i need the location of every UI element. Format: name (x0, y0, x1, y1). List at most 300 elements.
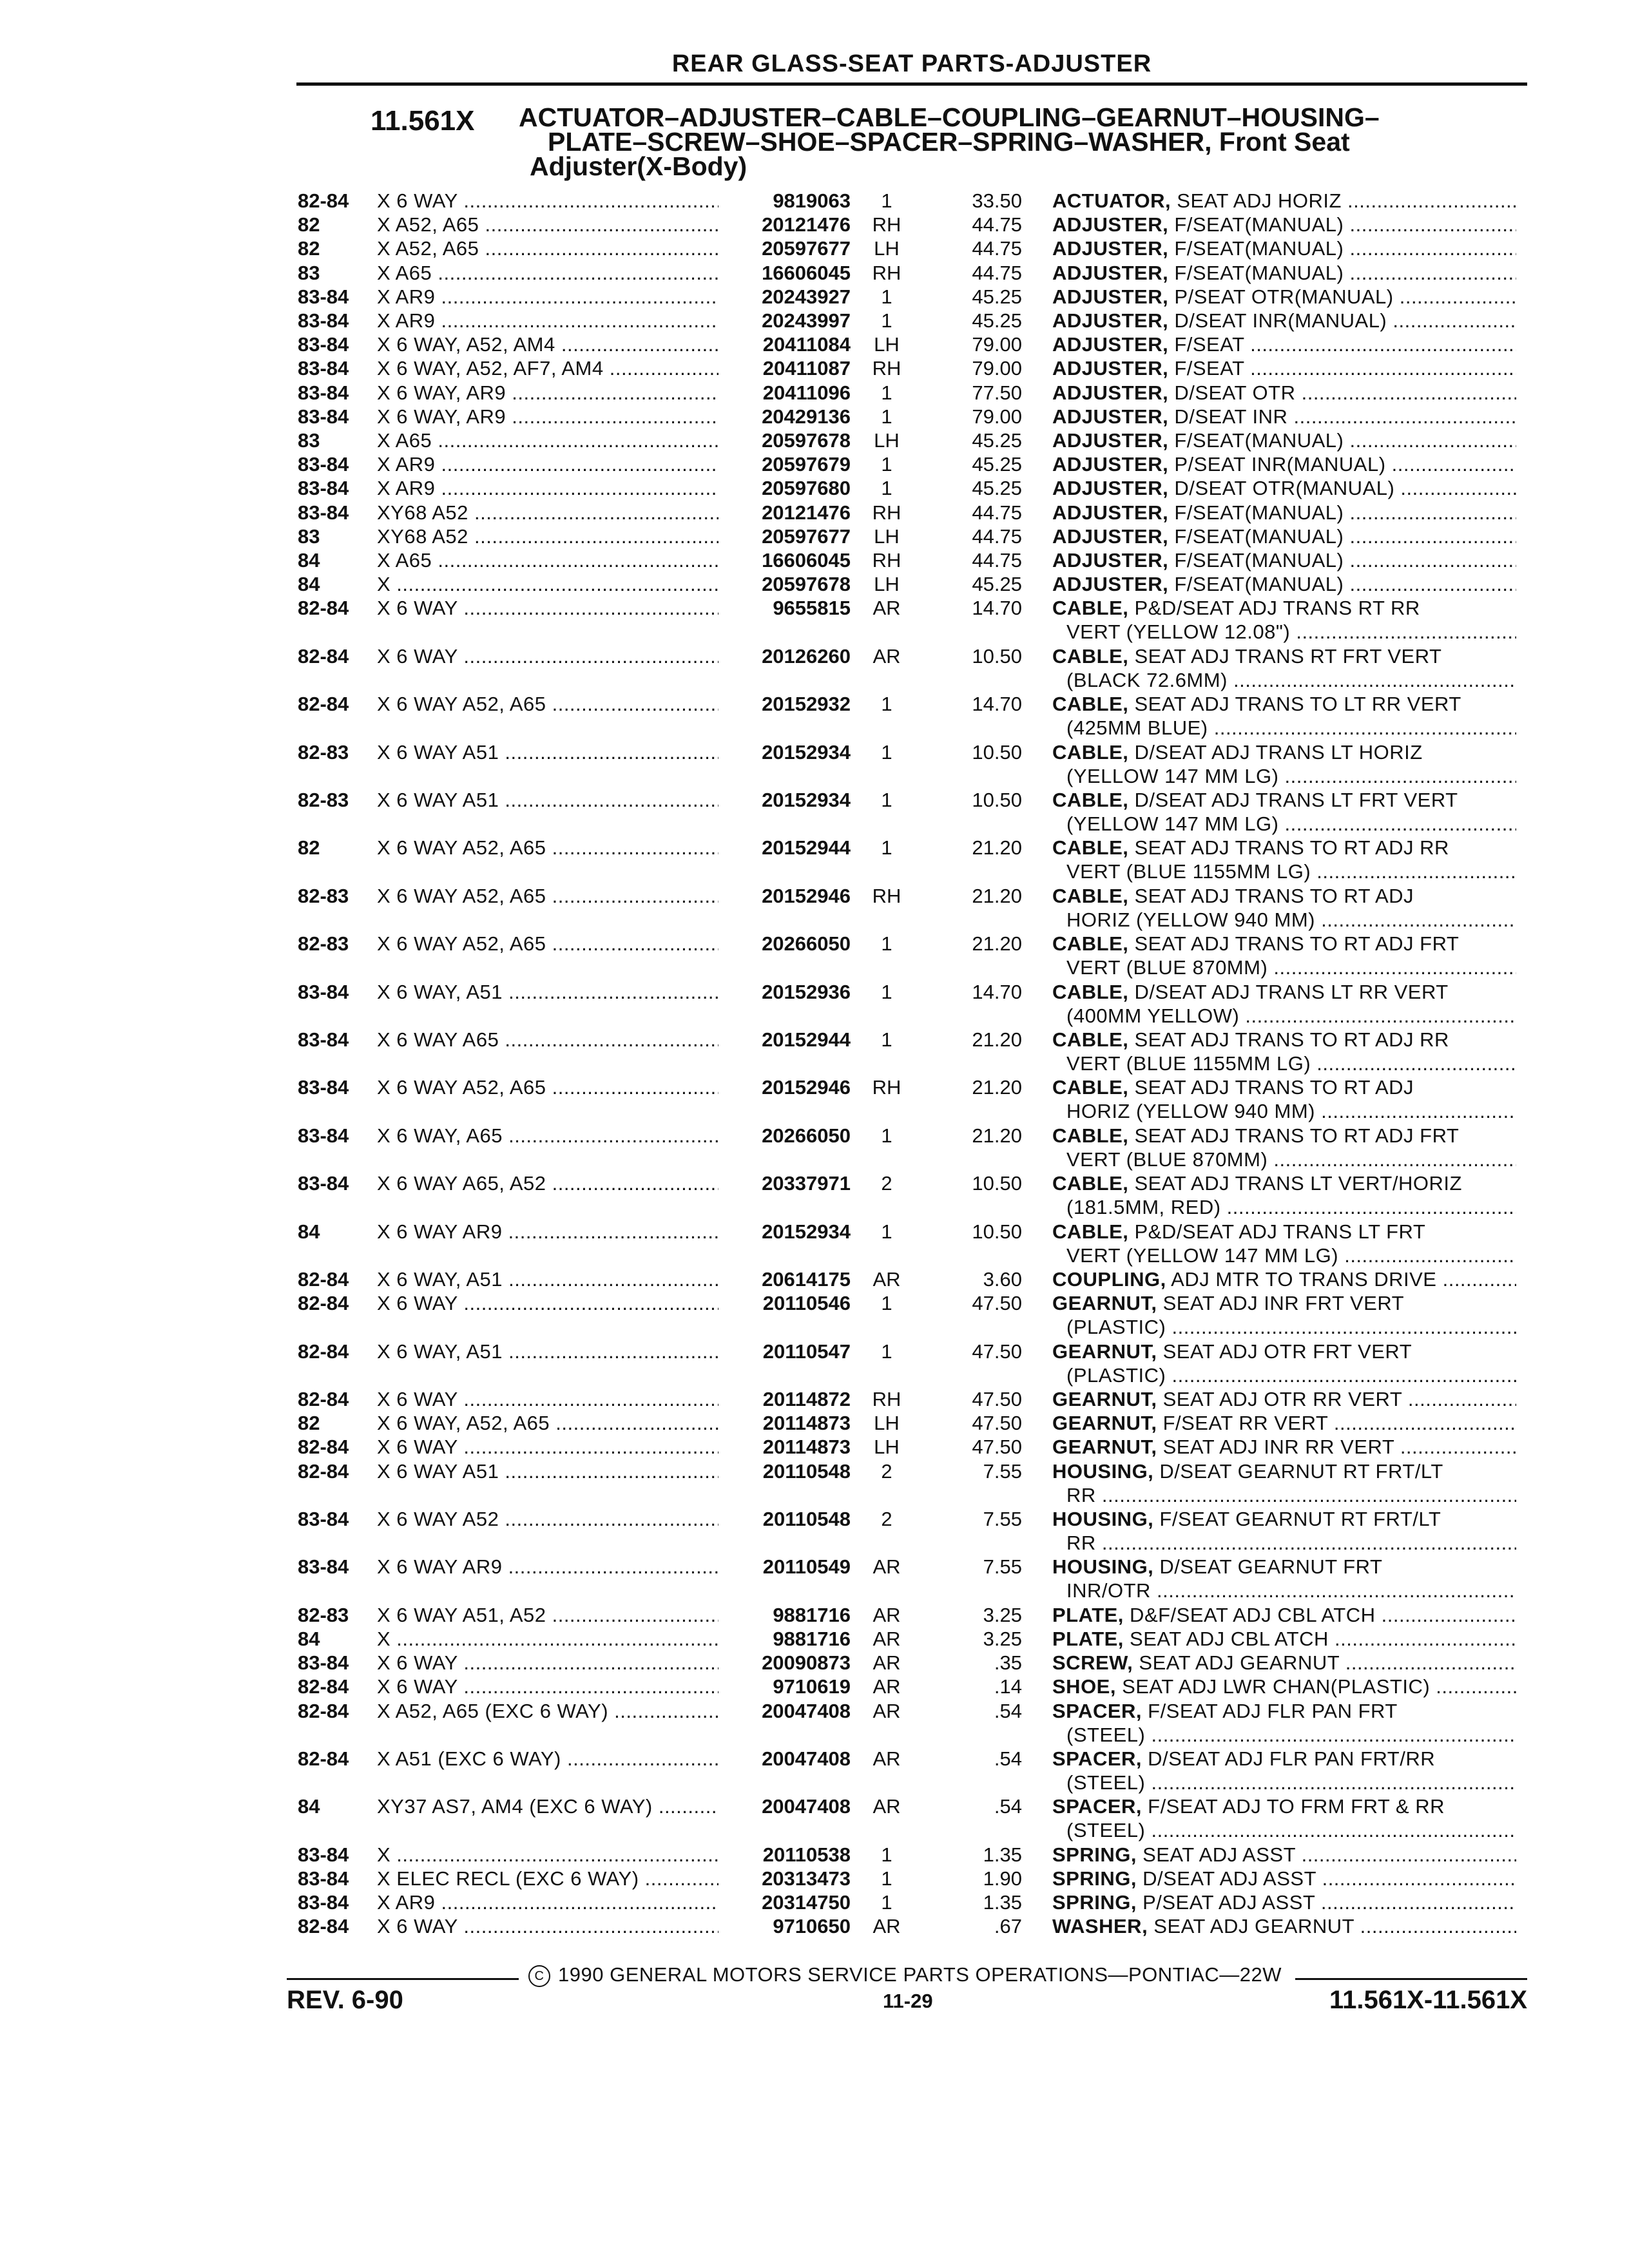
description-cell (1052, 740, 1516, 764)
year-cell: 83-84 (298, 381, 349, 404)
part-name: CABLE, (1052, 885, 1129, 907)
model-cell: X A65 ..... (377, 428, 718, 452)
year-cell: 83-84 (298, 1651, 349, 1674)
part-description: D/SEAT GEARNUT RT FRT/LT (1153, 1460, 1443, 1483)
year-cell: 83-84 (298, 1076, 349, 1099)
quantity-cell: RH (872, 549, 901, 572)
quantity-cell: AR (872, 597, 901, 619)
year-cell: 84 (298, 1628, 320, 1650)
part-name: SHOE, (1052, 1675, 1116, 1698)
part-name: ADJUSTER, (1052, 309, 1169, 332)
table-row (0, 1459, 1629, 1507)
part-description: P/SEAT ADJ ASST (1136, 1891, 1315, 1914)
table-row (0, 1555, 1629, 1602)
year-cell: 83 (298, 525, 320, 548)
part-description-continued: RR ..... (1066, 1531, 1516, 1555)
description-cell (1052, 980, 1516, 1004)
part-name: COUPLING, (1052, 1268, 1166, 1291)
part-description: F/SEAT ADJ FLR PAN FRT (1142, 1700, 1398, 1722)
part-number-cell: 9655815 (773, 597, 851, 619)
part-description-continued: HORIZ (YELLOW 940 MM) ..... (1066, 908, 1516, 932)
price-cell: 3.25 (983, 1604, 1022, 1626)
page-number: 11-29 (883, 1990, 933, 2012)
model-cell: X 6 WAY A51 ..... (377, 740, 718, 764)
part-number-cell: 20411096 (762, 381, 851, 404)
description-cell (1052, 1220, 1516, 1244)
part-description: D/SEAT ADJ TRANS LT HORIZ (1128, 741, 1423, 764)
part-number-cell: 20152944 (762, 836, 851, 859)
description-cell (1052, 1627, 1516, 1651)
part-description: F/SEAT(MANUAL) (1168, 237, 1344, 260)
quantity-cell: 1 (881, 1292, 892, 1314)
part-number-cell: 9881716 (773, 1604, 851, 1626)
price-cell: 14.70 (972, 597, 1022, 619)
year-cell: 83 (298, 262, 320, 284)
model-cell: X 6 WAY ..... (377, 1675, 718, 1698)
year-cell: 83-84 (298, 333, 349, 356)
model-cell: XY68 A52 ..... (377, 501, 718, 524)
footer-rule-left (287, 1978, 519, 1980)
price-cell: 44.75 (972, 549, 1022, 572)
table-row (0, 1699, 1629, 1747)
part-name: ACTUATOR, (1052, 189, 1171, 212)
price-cell: 21.20 (972, 885, 1022, 907)
year-cell: 82-83 (298, 741, 349, 764)
part-description: F/SEAT ADJ TO FRM FRT & RR (1142, 1795, 1445, 1818)
part-description-continued: (YELLOW 147 MM LG) ..... (1066, 812, 1516, 836)
year-cell: 83-84 (298, 357, 349, 380)
description-cell (1052, 884, 1516, 908)
description-cell (1052, 452, 1516, 476)
quantity-cell: 1 (881, 836, 892, 859)
part-description: SEAT ADJ OTR RR VERT (1157, 1388, 1402, 1410)
description-cell (1052, 332, 1516, 356)
quantity-cell: AR (872, 1268, 901, 1291)
price-cell: .54 (994, 1795, 1022, 1818)
part-number-cell: 9710619 (773, 1675, 851, 1698)
quantity-cell: 2 (881, 1460, 892, 1483)
description-cell (1052, 1507, 1516, 1531)
year-cell: 83-84 (298, 981, 349, 1003)
price-cell: 44.75 (972, 262, 1022, 284)
model-cell: X 6 WAY ..... (377, 1914, 718, 1938)
part-description-continued: (181.5MM, RED) ..... (1066, 1195, 1516, 1219)
model-cell: X 6 WAY ..... (377, 1435, 718, 1459)
description-cell (1052, 285, 1516, 309)
model-cell: X 6 WAY ..... (377, 189, 718, 213)
description-cell (1052, 1075, 1516, 1099)
part-description: D/SEAT INR (1168, 405, 1288, 428)
description-cell (1052, 1603, 1516, 1627)
year-cell: 82-84 (298, 1268, 349, 1291)
price-cell: 47.50 (972, 1292, 1022, 1314)
part-number-cell: 20090873 (762, 1651, 851, 1674)
year-cell: 82-84 (298, 189, 349, 212)
part-description-continued: (425MM BLUE) ..... (1066, 716, 1516, 740)
quantity-cell: LH (874, 237, 900, 260)
part-number-cell: 20411084 (762, 333, 851, 356)
model-cell: X 6 WAY A51, A52 ..... (377, 1603, 718, 1627)
part-name: SCREW, (1052, 1651, 1133, 1674)
part-description: SEAT ADJ TRANS TO LT RR VERT (1128, 693, 1461, 715)
model-cell: X 6 WAY A65 ..... (377, 1028, 718, 1052)
price-cell: 47.50 (972, 1412, 1022, 1434)
table-row (0, 1747, 1629, 1794)
description-cell (1052, 501, 1516, 524)
part-number-cell: 16606045 (762, 262, 851, 284)
year-cell: 82-84 (298, 1747, 349, 1770)
part-name: ADJUSTER, (1052, 501, 1169, 524)
quantity-cell: 1 (881, 1891, 892, 1914)
model-cell: X 6 WAY A52, A65 ..... (377, 932, 718, 956)
quantity-cell: 1 (881, 741, 892, 764)
quantity-cell: RH (872, 262, 901, 284)
part-name: GEARNUT, (1052, 1412, 1157, 1434)
part-name: ADJUSTER, (1052, 405, 1169, 428)
part-description-continued: (STEEL) ..... (1066, 1771, 1516, 1794)
part-description: P&D/SEAT ADJ TRANS LT FRT (1128, 1220, 1426, 1243)
description-cell (1052, 1028, 1516, 1052)
year-cell: 83-84 (298, 1508, 349, 1530)
table-row (0, 1914, 1629, 1962)
price-cell: 79.00 (972, 357, 1022, 380)
model-cell: X AR9 ..... (377, 285, 718, 309)
price-cell: 10.50 (972, 741, 1022, 764)
part-name: CABLE, (1052, 932, 1129, 955)
year-cell: 83-84 (298, 501, 349, 524)
description-cell (1052, 405, 1516, 428)
part-description: SEAT ADJ TRANS TO RT ADJ FRT (1128, 932, 1460, 955)
year-cell: 83-84 (298, 453, 349, 476)
year-cell: 84 (298, 1795, 320, 1818)
model-cell: X AR9 ..... (377, 1890, 718, 1914)
part-number-cell: 20597678 (762, 573, 851, 595)
part-description: SEAT ADJ TRANS LT VERT/HORIZ (1128, 1172, 1462, 1195)
table-row (0, 1075, 1629, 1123)
description-cell (1052, 236, 1516, 260)
table-row (0, 788, 1629, 836)
part-name: CABLE, (1052, 1028, 1129, 1051)
quantity-cell: LH (874, 333, 900, 356)
copyright-notice (528, 1963, 1282, 1987)
part-name: SPRING, (1052, 1891, 1137, 1914)
price-cell: .67 (994, 1915, 1022, 1937)
quantity-cell: 1 (881, 932, 892, 955)
description-cell (1052, 1435, 1516, 1459)
quantity-cell: 1 (881, 381, 892, 404)
part-description: F/SEAT (1168, 357, 1244, 380)
price-cell: .35 (994, 1651, 1022, 1674)
part-name: CABLE, (1052, 836, 1129, 859)
part-description: F/SEAT(MANUAL) (1168, 501, 1344, 524)
description-cell (1052, 596, 1516, 620)
part-number-cell: 20114872 (762, 1388, 851, 1410)
model-cell: X 6 WAY A52, A65 ..... (377, 1075, 718, 1099)
price-cell: 77.50 (972, 381, 1022, 404)
quantity-cell: LH (874, 573, 900, 595)
part-description: F/SEAT RR VERT (1157, 1412, 1328, 1434)
quantity-cell: AR (872, 1700, 901, 1722)
part-name: CABLE, (1052, 597, 1129, 619)
part-name: ADJUSTER, (1052, 549, 1169, 572)
part-number-cell: 20313473 (762, 1867, 851, 1890)
year-cell: 83-84 (298, 285, 349, 308)
quantity-cell: RH (872, 357, 901, 380)
part-name: WASHER, (1052, 1915, 1148, 1937)
year-cell: 84 (298, 573, 320, 595)
description-cell (1052, 261, 1516, 285)
description-cell (1052, 836, 1516, 860)
part-name: PLATE, (1052, 1604, 1124, 1626)
year-cell: 82 (298, 237, 320, 260)
year-cell: 82-84 (298, 645, 349, 668)
part-name: CABLE, (1052, 1124, 1129, 1147)
part-number-cell: 20597678 (762, 429, 851, 452)
year-cell: 83-84 (298, 1028, 349, 1051)
quantity-cell: 1 (881, 1124, 892, 1147)
description-cell (1052, 548, 1516, 572)
price-cell: 45.25 (972, 429, 1022, 452)
part-number-cell: 20597680 (762, 477, 851, 499)
quantity-cell: LH (874, 1412, 900, 1434)
part-name: SPRING, (1052, 1867, 1137, 1890)
part-number-cell: 9710650 (773, 1915, 851, 1937)
model-cell: X 6 WAY, AR9 ..... (377, 381, 718, 405)
part-description: D/SEAT GEARNUT FRT (1153, 1555, 1383, 1578)
description-cell (1052, 1914, 1516, 1938)
part-number-cell: 20114873 (762, 1412, 851, 1434)
part-number-cell: 20047408 (762, 1747, 851, 1770)
part-name: ADJUSTER, (1052, 429, 1169, 452)
part-name: SPACER, (1052, 1700, 1142, 1722)
price-cell: 33.50 (972, 189, 1022, 212)
year-cell: 83-84 (298, 1172, 349, 1195)
part-name: ADJUSTER, (1052, 285, 1169, 308)
quantity-cell: LH (874, 429, 900, 452)
price-cell: 10.50 (972, 1172, 1022, 1195)
year-cell: 83-84 (298, 1867, 349, 1890)
model-cell: X 6 WAY ..... (377, 1291, 718, 1315)
table-row (0, 596, 1629, 644)
quantity-cell: 1 (881, 1028, 892, 1051)
quantity-cell: RH (872, 1076, 901, 1099)
model-cell: X 6 WAY A51 ..... (377, 1459, 718, 1483)
table-row (0, 1794, 1629, 1842)
part-number-cell: 20121476 (762, 213, 851, 236)
model-cell: XY37 AS7, AM4 (EXC 6 WAY) ..... (377, 1794, 718, 1818)
part-number-cell: 20152934 (762, 789, 851, 811)
part-name: CABLE, (1052, 981, 1129, 1003)
description-cell (1052, 1171, 1516, 1195)
year-cell: 82-84 (298, 1700, 349, 1722)
part-name: SPACER, (1052, 1795, 1142, 1818)
part-name: HOUSING, (1052, 1460, 1154, 1483)
model-cell: X 6 WAY, A52, AF7, AM4 ..... (377, 356, 718, 380)
year-cell: 82-83 (298, 1604, 349, 1626)
price-cell: 45.25 (972, 285, 1022, 308)
description-cell (1052, 356, 1516, 380)
part-description: F/SEAT(MANUAL) (1168, 262, 1344, 284)
description-cell (1052, 1411, 1516, 1435)
part-description-continued: (STEEL) ..... (1066, 1723, 1516, 1747)
quantity-cell: LH (874, 525, 900, 548)
part-name: ADJUSTER, (1052, 333, 1169, 356)
description-cell (1052, 381, 1516, 405)
part-number-cell: 20152934 (762, 1220, 851, 1243)
part-number-cell: 20614175 (762, 1268, 851, 1291)
part-number-cell: 20152934 (762, 741, 851, 764)
table-row (0, 980, 1629, 1028)
part-number-cell: 20110549 (762, 1555, 851, 1578)
part-description: SEAT ADJ HORIZ (1171, 189, 1342, 212)
price-cell: .14 (994, 1675, 1022, 1698)
part-number-cell: 20411087 (762, 357, 851, 380)
part-name: GEARNUT, (1052, 1340, 1157, 1363)
quantity-cell: 1 (881, 1867, 892, 1890)
part-description-continued: HORIZ (YELLOW 940 MM) ..... (1066, 1099, 1516, 1123)
year-cell: 83-84 (298, 477, 349, 499)
part-number-cell: 20597679 (762, 453, 851, 476)
part-description: SEAT ADJ GEARNUT (1133, 1651, 1340, 1674)
quantity-cell: AR (872, 1628, 901, 1650)
part-description: SEAT ADJ CBL ATCH (1123, 1628, 1329, 1650)
section-title-line-2: PLATE–SCREW–SHOE–SPACER–SPRING–WASHER, Front Seat (548, 127, 1350, 157)
model-cell: X 6 WAY AR9 ..... (377, 1220, 718, 1244)
part-description: SEAT ADJ OTR FRT VERT (1157, 1340, 1412, 1363)
price-cell: 3.25 (983, 1628, 1022, 1650)
part-description: F/SEAT(MANUAL) (1168, 213, 1344, 236)
part-description-continued: (STEEL) ..... (1066, 1818, 1516, 1842)
part-number-cell: 20152936 (762, 981, 851, 1003)
price-cell: 44.75 (972, 213, 1022, 236)
quantity-cell: RH (872, 213, 901, 236)
part-description: SEAT ADJ LWR CHAN(PLASTIC) (1115, 1675, 1431, 1698)
part-description: D/SEAT OTR(MANUAL) (1168, 477, 1395, 499)
quantity-cell: AR (872, 1651, 901, 1674)
part-number-cell: 20314750 (762, 1891, 851, 1914)
part-name: GEARNUT, (1052, 1388, 1157, 1410)
part-description: D/SEAT OTR (1168, 381, 1296, 404)
part-number-cell: 20597677 (762, 525, 851, 548)
price-cell: 14.70 (972, 693, 1022, 715)
table-row (0, 1340, 1629, 1387)
part-name: HOUSING, (1052, 1508, 1154, 1530)
revision-label: REV. 6-90 (287, 1986, 403, 2014)
copyright-icon: C (528, 1965, 550, 1987)
year-cell: 82-84 (298, 597, 349, 619)
year-cell: 83-84 (298, 405, 349, 428)
model-cell: X 6 WAY A52, A65 ..... (377, 884, 718, 908)
part-number-cell: 20110548 (762, 1508, 851, 1530)
part-name: CABLE, (1052, 1076, 1129, 1099)
table-row (0, 836, 1629, 883)
description-cell (1052, 932, 1516, 956)
quantity-cell: AR (872, 645, 901, 668)
model-cell: X 6 WAY A51 ..... (377, 788, 718, 812)
quantity-cell: 1 (881, 789, 892, 811)
part-number-cell: 20243927 (762, 285, 851, 308)
year-cell: 84 (298, 549, 320, 572)
quantity-cell: LH (874, 1436, 900, 1458)
description-cell (1052, 644, 1516, 668)
part-description: SEAT ADJ INR RR VERT (1157, 1436, 1394, 1458)
quantity-cell: 2 (881, 1508, 892, 1530)
part-name: GEARNUT, (1052, 1436, 1157, 1458)
quantity-cell: 1 (881, 693, 892, 715)
year-cell: 83-84 (298, 309, 349, 332)
price-cell: 21.20 (972, 1076, 1022, 1099)
part-name: ADJUSTER, (1052, 525, 1169, 548)
part-description: D/SEAT ADJ FLR PAN FRT/RR (1142, 1747, 1436, 1770)
year-cell: 82-83 (298, 789, 349, 811)
part-description: D/SEAT ADJ TRANS LT RR VERT (1128, 981, 1449, 1003)
part-description: D/SEAT ADJ ASST (1136, 1867, 1316, 1890)
quantity-cell: 1 (881, 189, 892, 212)
year-cell: 82-84 (298, 1915, 349, 1937)
year-cell: 82-84 (298, 1460, 349, 1483)
part-name: SPRING, (1052, 1843, 1137, 1866)
model-cell: X 6 WAY A52 ..... (377, 1507, 718, 1531)
description-cell (1052, 309, 1516, 332)
description-cell (1052, 1699, 1516, 1723)
part-description-continued: VERT (BLUE 870MM) ..... (1066, 956, 1516, 979)
price-cell: 1.35 (983, 1891, 1022, 1914)
price-cell: 45.25 (972, 309, 1022, 332)
description-cell (1052, 1340, 1516, 1363)
model-cell: X ELEC RECL (EXC 6 WAY) ..... (377, 1867, 718, 1890)
part-name: ADJUSTER, (1052, 381, 1169, 404)
description-cell (1052, 1843, 1516, 1867)
part-name: ADJUSTER, (1052, 453, 1169, 476)
price-cell: 7.55 (983, 1460, 1022, 1483)
table-row (0, 692, 1629, 740)
quantity-cell: RH (872, 1388, 901, 1410)
part-number-cell: 20126260 (762, 645, 851, 668)
price-cell: 47.50 (972, 1436, 1022, 1458)
description-cell (1052, 1267, 1516, 1291)
quantity-cell: AR (872, 1675, 901, 1698)
part-number-cell: 20110548 (762, 1460, 851, 1483)
part-number-cell: 20597677 (762, 237, 851, 260)
part-description-continued: VERT (BLUE 1155MM LG) ..... (1066, 860, 1516, 883)
description-cell (1052, 213, 1516, 236)
quantity-cell: AR (872, 1747, 901, 1770)
year-cell: 82 (298, 213, 320, 236)
year-cell: 82-84 (298, 1436, 349, 1458)
part-description-continued: VERT (BLUE 870MM) ..... (1066, 1148, 1516, 1171)
part-name: ADJUSTER, (1052, 573, 1169, 595)
model-cell: X ..... (377, 1843, 718, 1867)
model-cell: X AR9 ..... (377, 476, 718, 500)
part-description: P/SEAT INR(MANUAL) (1168, 453, 1386, 476)
model-cell: X 6 WAY ..... (377, 1651, 718, 1675)
part-description: D/SEAT ADJ TRANS LT FRT VERT (1128, 789, 1458, 811)
price-cell: 44.75 (972, 501, 1022, 524)
part-name: CABLE, (1052, 789, 1129, 811)
quantity-cell: 1 (881, 1340, 892, 1363)
quantity-cell: AR (872, 1555, 901, 1578)
price-cell: 44.75 (972, 237, 1022, 260)
model-cell: X 6 WAY, A51 ..... (377, 980, 718, 1004)
part-description: D/SEAT INR(MANUAL) (1168, 309, 1387, 332)
description-cell (1052, 524, 1516, 548)
part-description: SEAT ADJ TRANS TO RT ADJ (1128, 1076, 1414, 1099)
footer-rule-right (1295, 1978, 1527, 1980)
price-cell: 79.00 (972, 333, 1022, 356)
part-description-continued: INR/OTR ..... (1066, 1579, 1516, 1602)
model-cell: X 6 WAY, A51 ..... (377, 1340, 718, 1363)
price-cell: 44.75 (972, 525, 1022, 548)
